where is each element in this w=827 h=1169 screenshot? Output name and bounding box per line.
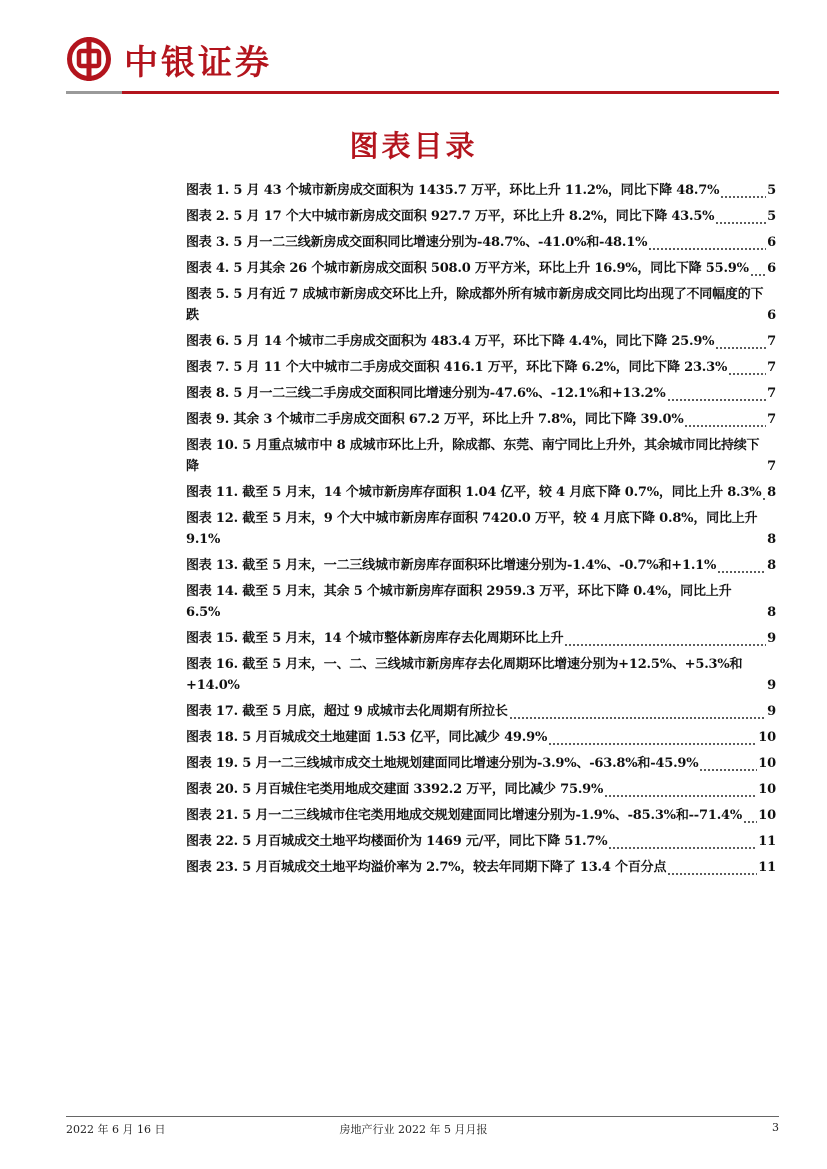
toc-dot-leader	[648, 235, 766, 253]
toc-entry-page: 11	[758, 860, 776, 875]
toc-entry-page: 7	[767, 386, 776, 401]
toc-entry-page: 8	[767, 532, 776, 547]
toc-entry-page: 10	[758, 782, 776, 797]
toc-dot-leader	[750, 261, 766, 279]
toc-entry-page: 9	[767, 704, 776, 719]
toc-entry-page: 8	[767, 558, 776, 573]
toc-entry-title: 图表 4. 5 月其余 26 个城市新房成交面积 508.0 万平方米，环比上升 16.9%，同比下降 55.9%	[186, 261, 749, 276]
toc-entry[interactable]	[186, 435, 776, 477]
toc-entry-page: 6	[767, 261, 776, 276]
brand-logo	[66, 34, 272, 84]
toc-dot-leader	[667, 386, 767, 404]
toc-entry[interactable]	[186, 357, 776, 378]
page-number: 3	[772, 1121, 779, 1134]
toc-dot-leader	[762, 485, 766, 503]
toc-entry-page: 7	[767, 412, 776, 427]
toc-entry-page: 7	[767, 459, 776, 474]
page-title: 图表目录	[349, 129, 478, 163]
toc-dot-leader	[509, 704, 766, 722]
toc-dot-leader	[717, 558, 766, 576]
toc-entry-title: 图表 19. 5 月一二三线城市成交土地规划建面同比增速分别为-3.9%、-63.8%和-45.9%	[186, 756, 699, 771]
footer-rule	[66, 1116, 779, 1117]
toc-entry-title: 图表 16. 截至 5 月末，一、二、三线城市新房库存去化周期环比增速分别为+12.5%、+5.3%和+14.0%	[186, 657, 743, 693]
footer-date: 2022 年 6 月 16 日	[66, 1123, 166, 1136]
toc-entry-title: 图表 7. 5 月 11 个大中城市二手房成交面积 416.1 万平，环比下降 6.2%，同比下降 23.3%	[186, 360, 728, 375]
toc-entry-title: 图表 6. 5 月 14 个城市二手房成交面积为 483.4 万平，环比下降 4.4%，同比下降 25.9%	[186, 334, 715, 349]
toc-entry-page: 11	[758, 834, 776, 849]
toc-entry[interactable]	[186, 180, 776, 201]
toc-entry[interactable]	[186, 628, 776, 649]
toc-dot-leader	[715, 209, 766, 227]
toc-entry[interactable]	[186, 581, 776, 623]
toc-entry-title: 图表 22. 5 月百城成交土地平均楼面价为 1469 元/平，同比下降 51.7%	[186, 834, 608, 849]
toc-entry-title: 图表 13. 截至 5 月末，一二三线城市新房库存面积环比增速分别为-1.4%、-0.7%和+1.1%	[186, 558, 717, 573]
toc-entry[interactable]	[186, 482, 776, 503]
toc-dot-leader	[608, 834, 757, 852]
footer-report-name: 房地产行业 2022 年 5 月月报	[339, 1123, 488, 1136]
toc-dot-leader	[604, 782, 757, 800]
toc-entry-page: 10	[758, 756, 776, 771]
header-rule-accent	[66, 91, 122, 94]
toc-entry[interactable]	[186, 779, 776, 800]
toc-entry-title: 图表 2. 5 月 17 个大中城市新房成交面积 927.7 万平，环比上升 8.2%，同比下降 43.5%	[186, 209, 715, 224]
toc-entry[interactable]	[186, 331, 776, 352]
toc-dot-leader	[564, 631, 766, 649]
toc-dot-leader	[720, 183, 766, 201]
header-rule	[122, 91, 779, 94]
toc-entry[interactable]	[186, 409, 776, 430]
toc-entry-page: 5	[767, 209, 776, 224]
toc-dot-leader	[667, 860, 757, 878]
toc-entry-page: 6	[767, 235, 776, 250]
toc-entry-page: 9	[767, 631, 776, 646]
toc-dot-leader	[743, 808, 757, 826]
toc-entry[interactable]	[186, 284, 776, 326]
toc-entry[interactable]	[186, 654, 776, 696]
toc-entry[interactable]	[186, 232, 776, 253]
toc-entry[interactable]	[186, 753, 776, 774]
bank-of-china-logo-icon	[66, 36, 112, 82]
toc-entry-title: 图表 14. 截至 5 月末，其余 5 个城市新房库存面积 2959.3 万平，环比下降 0.4%，同比上升 6.5%	[186, 584, 732, 620]
toc-dot-leader	[699, 756, 757, 774]
toc-entry-title: 图表 8. 5 月一二三线二手房成交面积同比增速分别为-47.6%、-12.1%和+13.2%	[186, 386, 666, 401]
toc-entry-title: 图表 1. 5 月 43 个城市新房成交面积为 1435.7 万平，环比上升 11.2%，同比下降 48.7%	[186, 183, 720, 198]
toc-entry[interactable]	[186, 206, 776, 227]
toc-entry-page: 7	[767, 360, 776, 375]
toc-entry[interactable]	[186, 508, 776, 550]
toc-entry-page: 8	[767, 605, 776, 620]
toc-entry-title: 图表 11. 截至 5 月末，14 个城市新房库存面积 1.04 亿平，较 4 月底下降 0.7%，同比上升 8.3%	[186, 485, 762, 500]
toc-entry[interactable]	[186, 857, 776, 878]
toc-dot-leader	[728, 360, 766, 378]
toc-entry[interactable]	[186, 727, 776, 748]
toc-dot-leader	[548, 730, 757, 748]
toc-entry-page: 10	[758, 730, 776, 745]
toc-entry-title: 图表 20. 5 月百城住宅类用地成交建面 3392.2 万平，同比减少 75.9%	[186, 782, 604, 797]
toc-entry-page: 9	[767, 678, 776, 693]
toc-entry-title: 图表 3. 5 月一二三线新房成交面积同比增速分别为-48.7%、-41.0%和-48.1%	[186, 235, 648, 250]
toc-entry-page: 6	[767, 308, 776, 323]
toc-entry[interactable]	[186, 701, 776, 722]
toc-entry-title: 图表 9. 其余 3 个城市二手房成交面积 67.2 万平，环比上升 7.8%，同比下降 39.0%	[186, 412, 684, 427]
toc-dot-leader	[684, 412, 766, 430]
toc-entry[interactable]	[186, 383, 776, 404]
toc-entry[interactable]	[186, 831, 776, 852]
toc-entry-title: 图表 5. 5 月有近 7 成城市新房成交环比上升，除成都外所有城市新房成交同比均出现了不同幅度的下跌	[186, 287, 764, 323]
toc-entry-title: 图表 17. 截至 5 月底，超过 9 成城市去化周期有所拉长	[186, 704, 508, 719]
toc-entry-page: 5	[767, 183, 776, 198]
toc-dot-leader	[715, 334, 766, 352]
brand-name: 中银证券	[124, 42, 272, 83]
toc-entry-title: 图表 21. 5 月一二三线城市住宅类用地成交规划建面同比增速分别为-1.9%、-85.3%和--71.4%	[186, 808, 743, 823]
toc-entry-title: 图表 23. 5 月百城成交土地平均溢价率为 2.7%，较去年同期下降了 13.4 个百分点	[186, 860, 667, 875]
toc-entry[interactable]	[186, 805, 776, 826]
toc-entry-page: 7	[767, 334, 776, 349]
toc-entry-title: 图表 10. 5 月重点城市中 8 成城市环比上升，除成都、东莞、南宁同比上升外，其余城市同比持续下降	[186, 438, 760, 474]
toc-entry-page: 8	[767, 485, 776, 500]
toc-entry-title: 图表 15. 截至 5 月末，14 个城市整体新房库存去化周期环比上升	[186, 631, 564, 646]
toc-entry-page: 10	[758, 808, 776, 823]
toc-entry-title: 图表 18. 5 月百城成交土地建面 1.53 亿平，同比减少 49.9%	[186, 730, 548, 745]
toc-entry[interactable]	[186, 258, 776, 279]
toc-entry-title: 图表 12. 截至 5 月末，9 个大中城市新房库存面积 7420.0 万平，较 4 月底下降 0.8%，同比上升 9.1%	[186, 511, 758, 547]
table-of-contents	[186, 180, 776, 883]
toc-entry[interactable]	[186, 555, 776, 576]
